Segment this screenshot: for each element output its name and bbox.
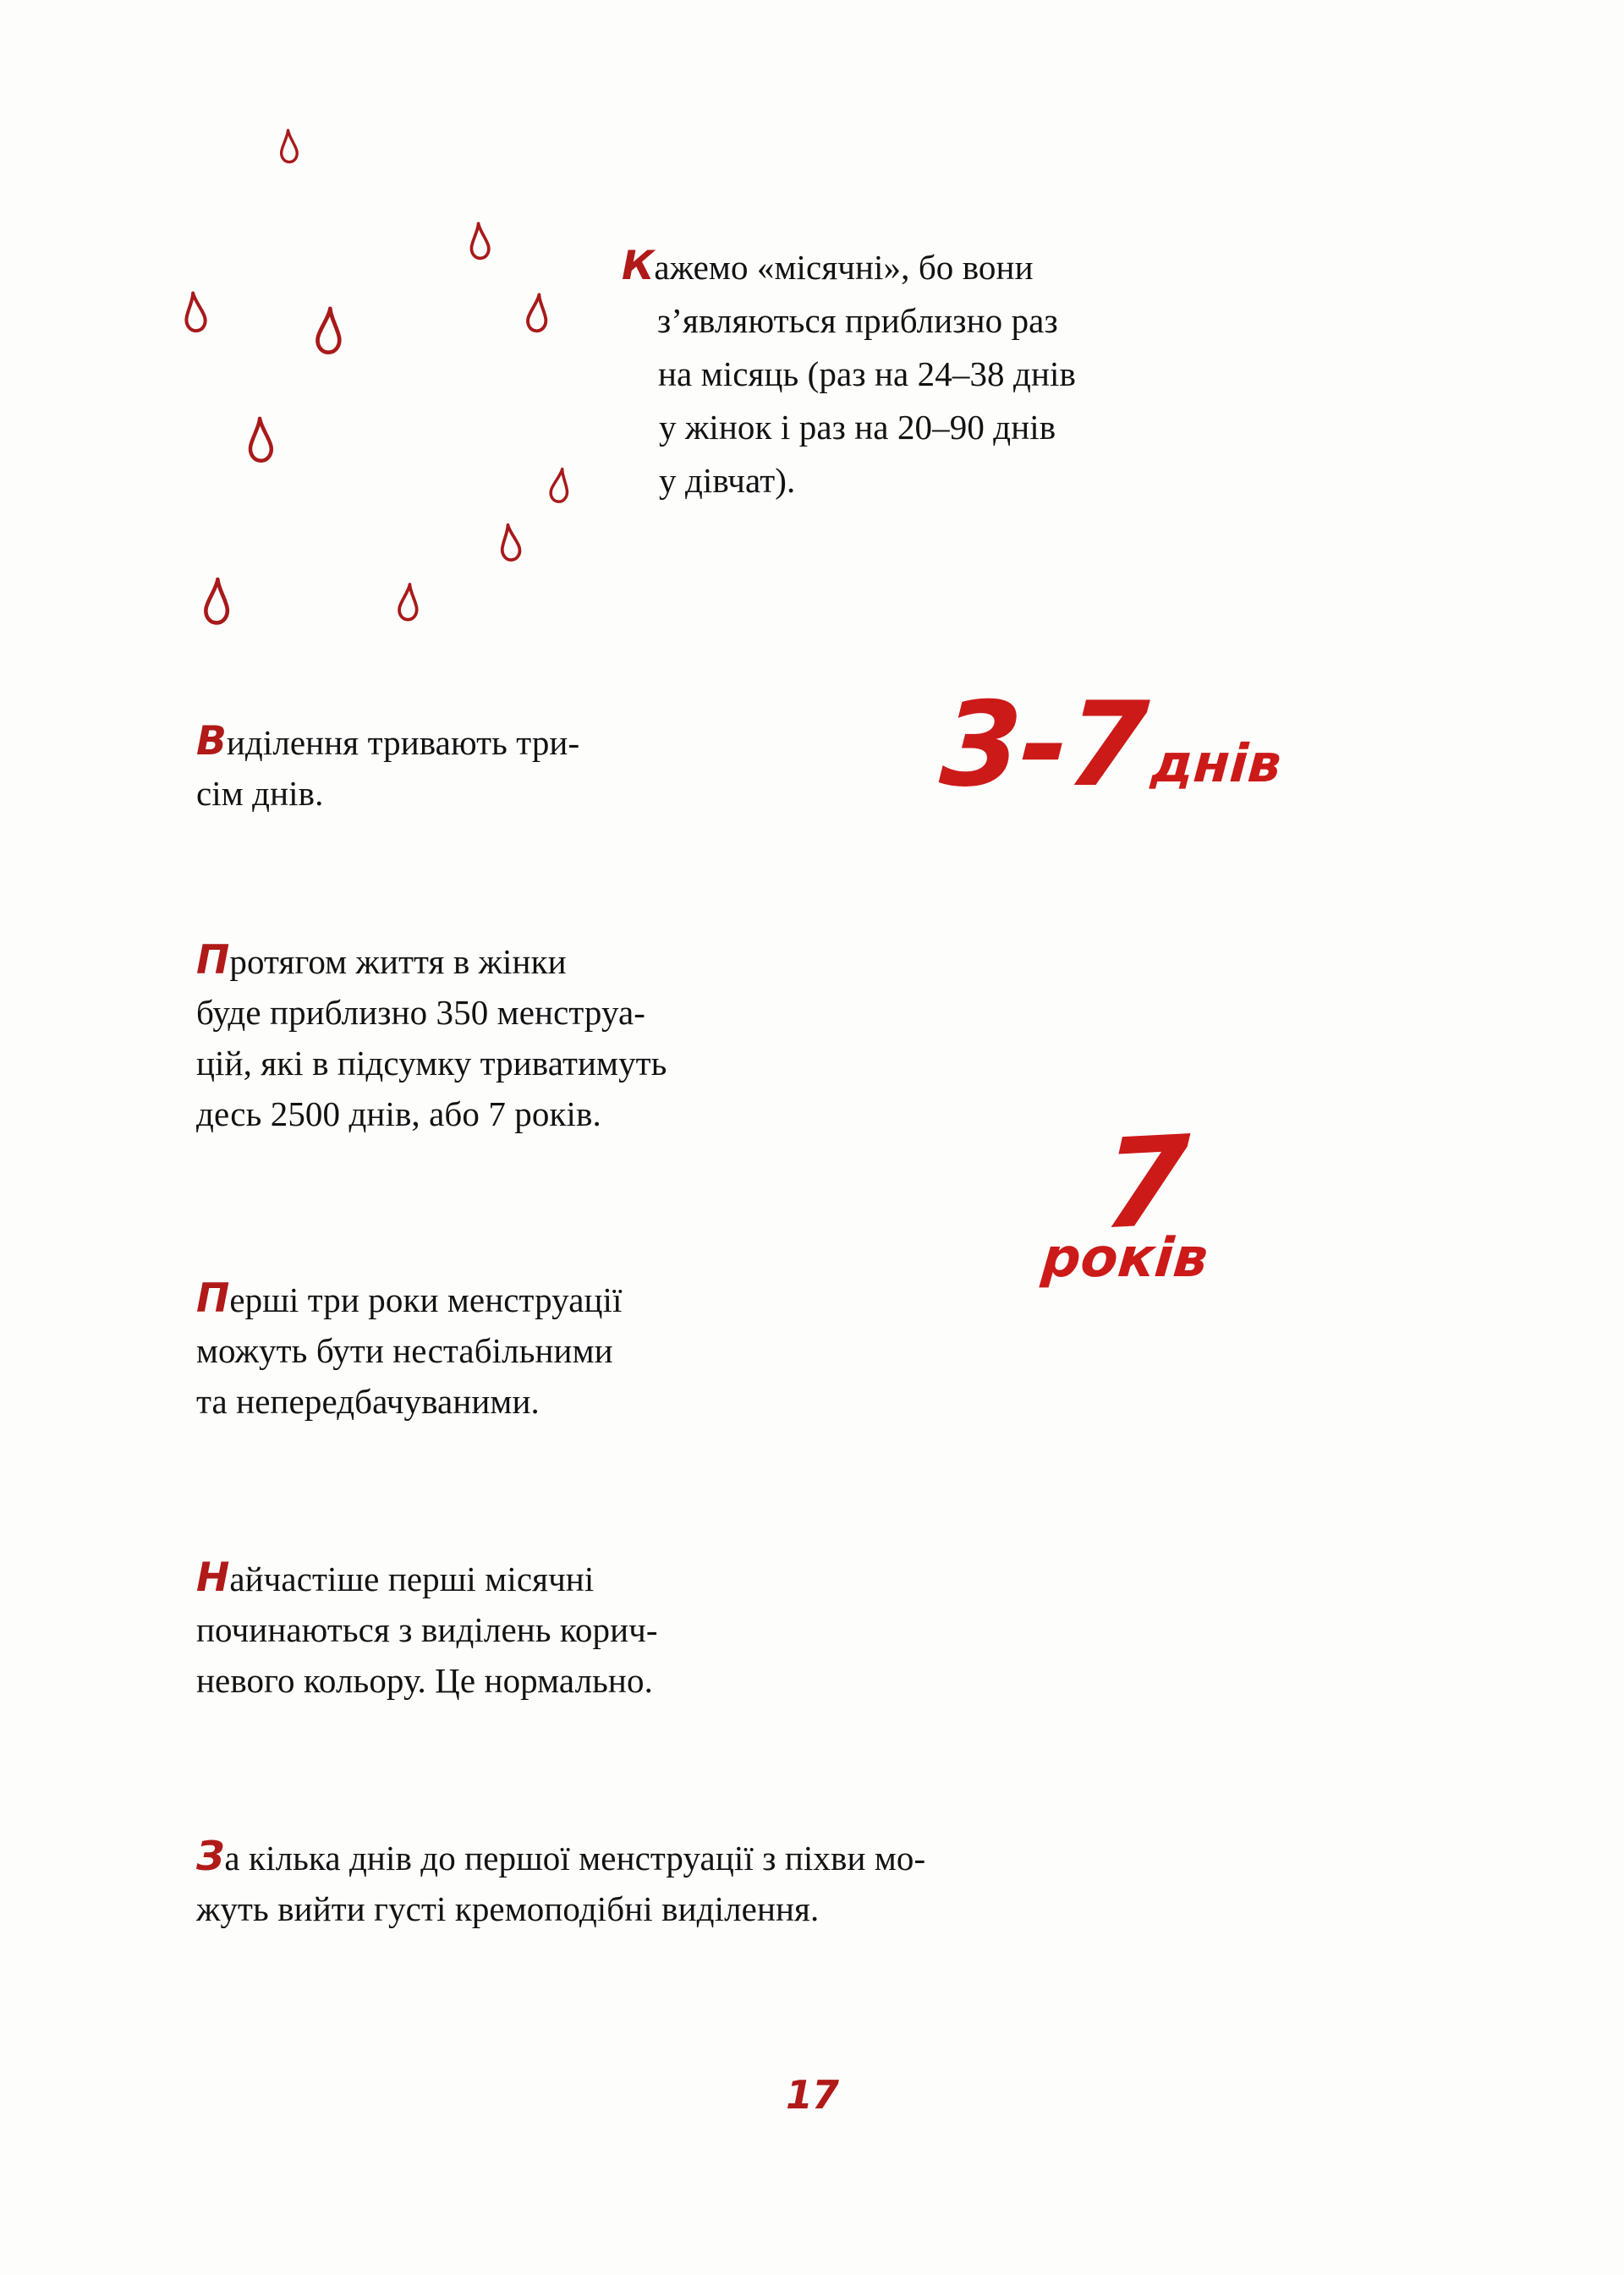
callout-days (936, 677, 1284, 813)
paragraph-line: айчастіше перші місячні (229, 1560, 595, 1598)
page-number: 17 (785, 2072, 838, 2118)
paragraph-line: иділення тривають три- (226, 723, 580, 762)
paragraph-intro (622, 239, 1076, 507)
paragraph-first-years (196, 1274, 623, 1427)
blood-drop-icon (277, 128, 301, 164)
callout-years-unit: років (1039, 1227, 1210, 1290)
paragraph-line: буде приблизно 350 менструа- (196, 993, 646, 1032)
blood-drop-icon (495, 521, 525, 563)
dropcap-letter: К (622, 243, 654, 289)
callout-years (1039, 1109, 1210, 1290)
blood-drop-icon (244, 415, 277, 463)
dropcap-letter: З (196, 1834, 224, 1880)
blood-drop-icon (178, 289, 211, 334)
dropcap-letter: В (196, 718, 226, 765)
dropcap-letter: П (196, 1275, 229, 1322)
paragraph-line: можуть бути нестабільними (196, 1331, 613, 1370)
blood-drop-icon (312, 305, 347, 356)
dropcap-letter: Н (196, 1554, 229, 1601)
paragraph-line: починаються з виділень корич- (196, 1610, 658, 1649)
dropcap-letter: П (196, 937, 229, 984)
paragraph-line: десь 2500 днів, або 7 років. (196, 1094, 601, 1133)
paragraph-line: жуть вийти густі кремоподібні виділення. (196, 1889, 820, 1928)
paragraph-line: а кілька днів до першої менструації з піхви мо- (224, 1839, 926, 1878)
blood-drop-icon (200, 576, 233, 626)
paragraph-line: ротягом життя в жінки (229, 942, 567, 981)
paragraph-line: з’являються приблизно раз (657, 301, 1058, 340)
paragraph-line: цій, які в підсумку триватимуть (196, 1044, 667, 1083)
paragraph-line: у жінок і раз на 20–90 днів (659, 408, 1056, 447)
blood-drop-icon (523, 292, 552, 335)
paragraph-lifetime (196, 935, 667, 1139)
paragraph-brown-discharge (196, 1553, 658, 1706)
callout-days-number: 3-7 (936, 677, 1150, 813)
paragraph-line: сім днів. (196, 774, 324, 813)
blood-drop-icon (394, 581, 422, 623)
blood-drop-icon (546, 465, 574, 505)
paragraph-line: та непередбачуваними. (196, 1382, 540, 1421)
callout-days-unit: днів (1149, 732, 1284, 794)
paragraph-line: у дівчат). (659, 461, 796, 500)
paragraph-line: ерші три роки менструації (229, 1280, 623, 1319)
paragraph-line: невого кольору. Це нормально. (196, 1661, 653, 1700)
callout-years-number: 7 (1100, 1109, 1190, 1258)
blood-drop-icon (465, 221, 493, 261)
paragraph-duration (196, 716, 579, 819)
paragraph-line: на місяць (раз на 24–38 днів (658, 354, 1076, 393)
paragraph-creamy-discharge (196, 1832, 925, 1934)
paragraph-line: ажемо «місячні», бо вони (654, 248, 1034, 287)
